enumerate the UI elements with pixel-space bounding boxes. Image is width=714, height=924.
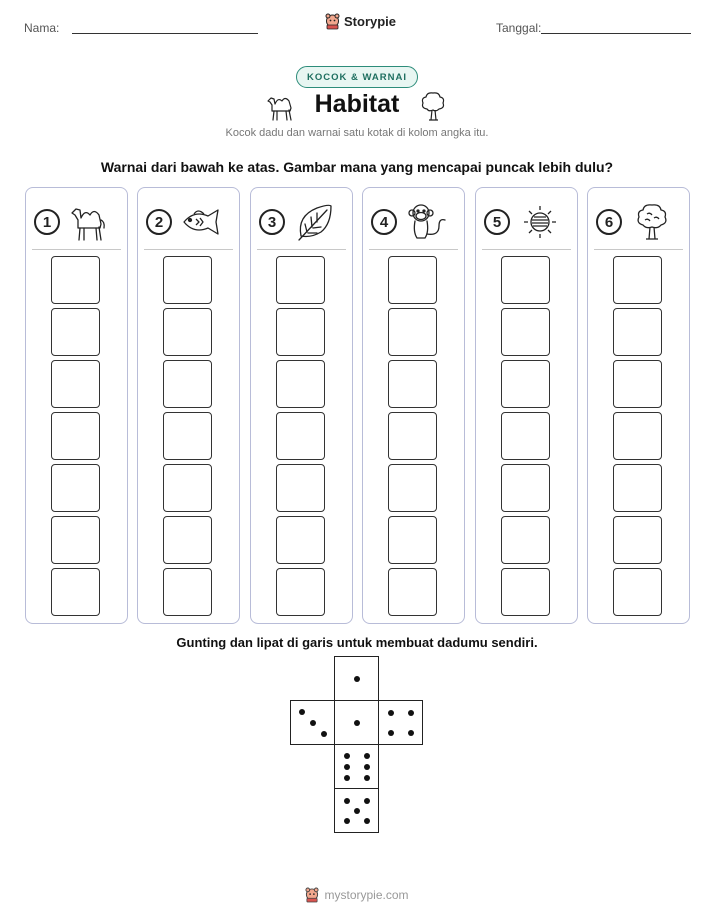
column-header xyxy=(259,202,337,242)
color-box[interactable] xyxy=(388,464,437,512)
column-header xyxy=(596,202,674,242)
die-pip xyxy=(364,764,370,770)
name-label: Nama: xyxy=(24,21,60,35)
column-3 xyxy=(250,187,353,624)
column-6 xyxy=(587,187,690,624)
color-box[interactable] xyxy=(276,412,325,460)
footer-url[interactable]: mystorypie.com xyxy=(324,888,409,902)
color-box[interactable] xyxy=(501,412,550,460)
storypie-mascot-icon xyxy=(305,887,319,903)
color-box[interactable] xyxy=(163,568,212,616)
color-box[interactable] xyxy=(388,360,437,408)
color-box[interactable] xyxy=(501,568,550,616)
color-box[interactable] xyxy=(276,568,325,616)
page-title: Habitat xyxy=(314,90,400,118)
tree-icon xyxy=(630,202,674,242)
die-pip xyxy=(321,731,327,737)
color-box[interactable] xyxy=(51,308,100,356)
die-pip xyxy=(388,710,394,716)
color-box[interactable] xyxy=(613,412,662,460)
die-pip xyxy=(388,730,394,736)
color-box[interactable] xyxy=(613,568,662,616)
sun-icon xyxy=(518,202,562,242)
column-divider xyxy=(594,249,683,250)
die-pip xyxy=(364,775,370,781)
column-number: 6 xyxy=(596,209,622,235)
monkey-icon xyxy=(405,202,449,242)
color-box[interactable] xyxy=(501,360,550,408)
die-face-6 xyxy=(334,744,379,789)
column-header xyxy=(34,202,112,242)
die-face-3 xyxy=(290,700,335,745)
brand-name: Storypie xyxy=(344,14,397,29)
column-divider xyxy=(482,249,571,250)
color-box[interactable] xyxy=(613,256,662,304)
column-header xyxy=(371,202,449,242)
color-box[interactable] xyxy=(276,360,325,408)
color-box[interactable] xyxy=(51,464,100,512)
column-number: 3 xyxy=(259,209,285,235)
die-pip xyxy=(364,818,370,824)
color-box[interactable] xyxy=(388,412,437,460)
die-pip xyxy=(354,676,360,682)
color-box[interactable] xyxy=(501,464,550,512)
column-2 xyxy=(137,187,240,624)
die-pip xyxy=(354,720,360,726)
die-pip xyxy=(344,775,350,781)
column-5 xyxy=(475,187,578,624)
instruction: Warnai dari bawah ke atas. Gambar mana yang mencapai puncak lebih dulu? xyxy=(100,159,614,175)
column-number: 4 xyxy=(371,209,397,235)
die-face-1 xyxy=(334,656,379,701)
color-box[interactable] xyxy=(163,360,212,408)
die-pip xyxy=(354,808,360,814)
leaf-icon xyxy=(293,202,337,242)
color-box[interactable] xyxy=(613,464,662,512)
color-box[interactable] xyxy=(276,308,325,356)
color-box[interactable] xyxy=(51,568,100,616)
column-divider xyxy=(257,249,346,250)
tree-icon xyxy=(418,90,448,122)
die-face-5 xyxy=(334,788,379,833)
die-pip xyxy=(344,798,350,804)
date-label: Tanggal: xyxy=(496,21,542,35)
color-box[interactable] xyxy=(613,308,662,356)
column-header xyxy=(484,202,562,242)
die-pip xyxy=(344,818,350,824)
column-divider xyxy=(369,249,458,250)
category-badge: KOCOK & WARNAI xyxy=(296,66,418,88)
column-header xyxy=(146,202,224,242)
color-box[interactable] xyxy=(51,256,100,304)
color-box[interactable] xyxy=(51,412,100,460)
color-box[interactable] xyxy=(388,256,437,304)
column-divider xyxy=(144,249,233,250)
die-pip xyxy=(408,710,414,716)
color-box[interactable] xyxy=(51,360,100,408)
color-box[interactable] xyxy=(276,256,325,304)
brand-logo xyxy=(325,13,396,30)
fish-icon xyxy=(180,202,224,242)
color-box[interactable] xyxy=(276,516,325,564)
color-box[interactable] xyxy=(163,412,212,460)
color-box[interactable] xyxy=(388,516,437,564)
color-box[interactable] xyxy=(501,308,550,356)
color-box[interactable] xyxy=(163,464,212,512)
column-number: 2 xyxy=(146,209,172,235)
storypie-mascot-icon xyxy=(325,13,340,30)
die-pip xyxy=(310,720,316,726)
color-box[interactable] xyxy=(613,360,662,408)
column-4 xyxy=(362,187,465,624)
column-number: 5 xyxy=(484,209,510,235)
color-box[interactable] xyxy=(501,516,550,564)
cut-instruction: Gunting dan lipat di garis untuk membuat dadumu sendiri. xyxy=(176,635,538,650)
die-pip xyxy=(364,798,370,804)
die-pip xyxy=(344,753,350,759)
color-box[interactable] xyxy=(163,256,212,304)
color-box[interactable] xyxy=(276,464,325,512)
die-pip xyxy=(364,753,370,759)
column-1 xyxy=(25,187,128,624)
camel-icon xyxy=(68,202,112,242)
color-box[interactable] xyxy=(388,568,437,616)
die-pip xyxy=(299,709,305,715)
die-pip xyxy=(344,764,350,770)
column-number: 1 xyxy=(34,209,60,235)
subtitle: Kocok dadu dan warnai satu kotak di kolom angka itu. xyxy=(225,127,489,139)
color-box[interactable] xyxy=(501,256,550,304)
color-box[interactable] xyxy=(613,516,662,564)
color-box[interactable] xyxy=(163,516,212,564)
die-pip xyxy=(408,730,414,736)
die-face-4 xyxy=(378,700,423,745)
name-field[interactable] xyxy=(72,33,258,34)
column-divider xyxy=(32,249,121,250)
color-box[interactable] xyxy=(388,308,437,356)
footer xyxy=(0,887,714,903)
die-face-1 xyxy=(334,700,379,745)
color-box[interactable] xyxy=(51,516,100,564)
date-field[interactable] xyxy=(541,33,691,34)
color-box[interactable] xyxy=(163,308,212,356)
